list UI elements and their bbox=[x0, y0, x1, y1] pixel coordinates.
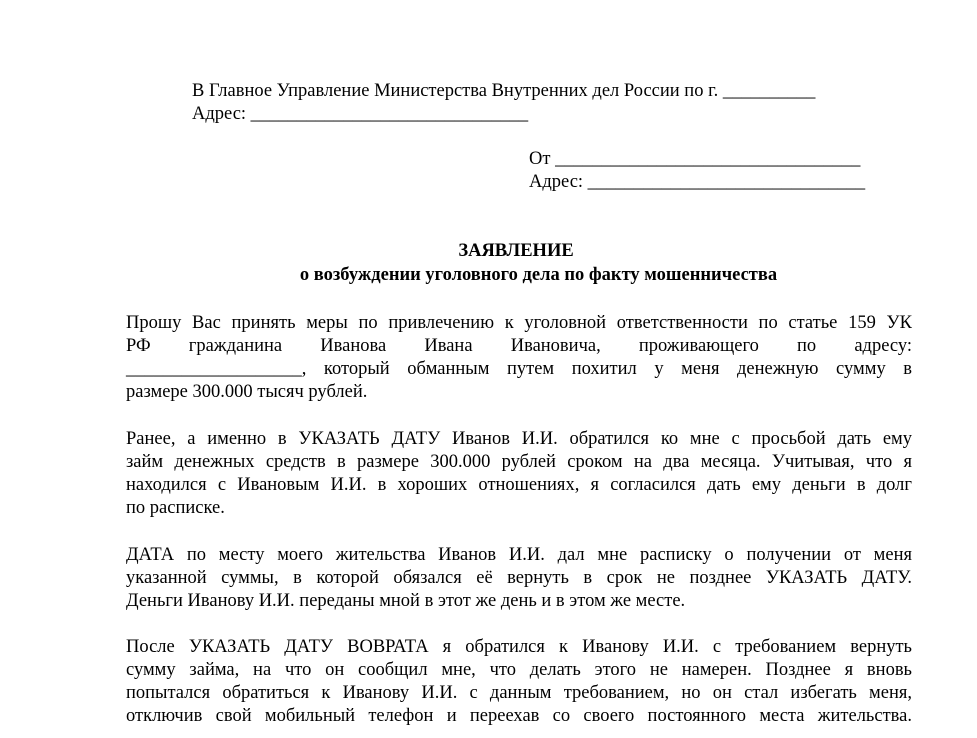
paragraph-line: ___________________, который обманным путем похитил у меня денежную сумму в bbox=[126, 359, 912, 379]
paragraph-line: Прошу Вас принять меры по привлечению к уголовной ответственности по статье 159 УК bbox=[126, 313, 912, 333]
paragraph-line: отключив свой мобильный телефон и переехав со своего постоянного места жительства. bbox=[126, 706, 912, 726]
paragraph-line: ДАТА по месту моего жительства Иванов И.И. дал мне расписку о получении от меня bbox=[126, 545, 912, 565]
document-title: ЗАЯВЛЕНИЕ bbox=[458, 241, 574, 261]
paragraph-line: указанной суммы, в которой обязался её вернуть в срок не позднее УКАЗАТЬ ДАТУ. bbox=[126, 568, 912, 588]
sender-block bbox=[529, 148, 865, 194]
paragraph-line: Деньги Иванову И.И. переданы мной в этот же день и в этом же месте. bbox=[126, 591, 686, 611]
paragraph-line: РФ гражданина Иванова Ивана Ивановича, проживающего по адресу: bbox=[126, 336, 912, 356]
paragraph-line: После УКАЗАТЬ ДАТУ ВОВРАТА я обратился к Иванову И.И. с требованием вернуть bbox=[126, 637, 912, 657]
paragraph-line: находился с Ивановым И.И. в хороших отношениях, я согласился дать ему деньги в долг bbox=[126, 475, 912, 495]
paragraph-3 bbox=[126, 544, 912, 613]
paragraph-1 bbox=[126, 312, 912, 404]
document-subtitle: о возбуждении уголовного дела по факту мошенничества bbox=[299, 265, 778, 285]
paragraph-line: сумму займа, на что он сообщил мне, что делать этого не намерен. Позднее я вновь bbox=[126, 660, 912, 680]
recipient-address: Адрес: ______________________________ bbox=[192, 104, 529, 124]
sender-address: Адрес: ______________________________ bbox=[529, 172, 866, 192]
paragraph-line: по расписке. bbox=[126, 498, 225, 518]
paragraph-4 bbox=[126, 636, 912, 728]
paragraph-line: займ денежных средств в размере 300.000 рублей сроком на два месяца. Учитывая, что я bbox=[126, 452, 912, 472]
paragraph-2 bbox=[126, 428, 912, 520]
paragraph-line: попытался обратиться к Иванову И.И. с данным требованием, но он стал избегать меня, bbox=[126, 683, 912, 703]
sender-from: От _________________________________ bbox=[529, 149, 861, 169]
recipient-line: В Главное Управление Министерства Внутренних дел России по г. __________ bbox=[192, 81, 816, 101]
paragraph-line: размере 300.000 тысяч рублей. bbox=[126, 382, 368, 402]
paragraph-line: Ранее, а именно в УКАЗАТЬ ДАТУ Иванов И.И. обратился ко мне с просьбой дать ему bbox=[126, 429, 912, 449]
recipient-block bbox=[192, 80, 815, 126]
